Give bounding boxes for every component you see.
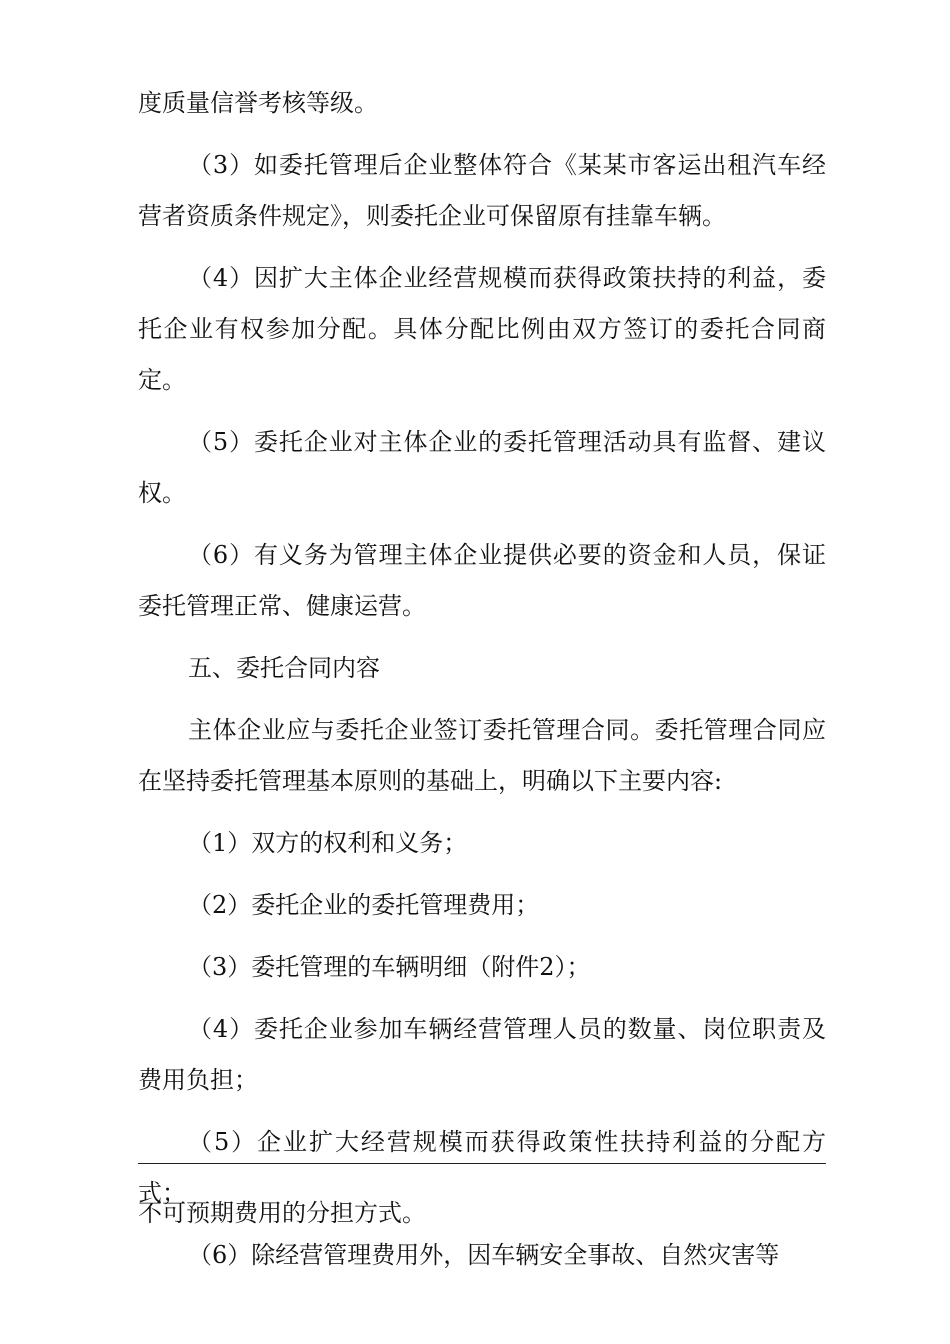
paragraph-1: 度质量信誉考核等级。 — [138, 89, 378, 117]
list-item-1: （1）双方的权利和义务； — [188, 829, 468, 857]
paragraph-5: （6）有义务为管理主体企业提供必要的资金和人员，保证委托管理正常、健康运营。 — [138, 541, 826, 620]
paragraph-7: 主体企业应与委托企业签订委托管理合同。委托管理合同应在坚持委托管理基本原则的基础上，明确以下主要内容: — [138, 716, 826, 795]
list-item-5: （5）企业扩大经营规模而获得政策性扶持利益的分配方式； — [138, 1128, 826, 1207]
list-item-2: （2）委托企业的委托管理费用； — [188, 891, 540, 919]
page-divider — [138, 1163, 826, 1164]
paragraph-2: （3）如委托管理后企业整体符合《某某市客运出租汽车经营者资质条件规定》，则委托企业可保留原有挂靠车辆。 — [138, 151, 826, 230]
section-heading: 五、委托合同内容 — [188, 654, 380, 682]
continuation-block — [138, 1188, 826, 1250]
document-body — [138, 78, 826, 1292]
continuation-text: 不可预期费用的分担方式。 — [138, 1199, 426, 1227]
list-item-3: （3）委托管理的车辆明细（附件2）； — [188, 953, 591, 981]
list-item-4: （4）委托企业参加车辆经营管理人员的数量、岗位职责及费用负担； — [138, 1015, 826, 1094]
paragraph-3: （4）因扩大主体企业经营规模而获得政策扶持的利益，委托企业有权参加分配。具体分配比例由双方签订的委托合同商定。 — [138, 264, 826, 394]
paragraph-4: （5）委托企业对主体企业的委托管理活动具有监督、建议权。 — [138, 428, 826, 507]
list-item-6: （6）除经营管理费用外，因车辆安全事故、自然灾害等 — [188, 1241, 780, 1269]
